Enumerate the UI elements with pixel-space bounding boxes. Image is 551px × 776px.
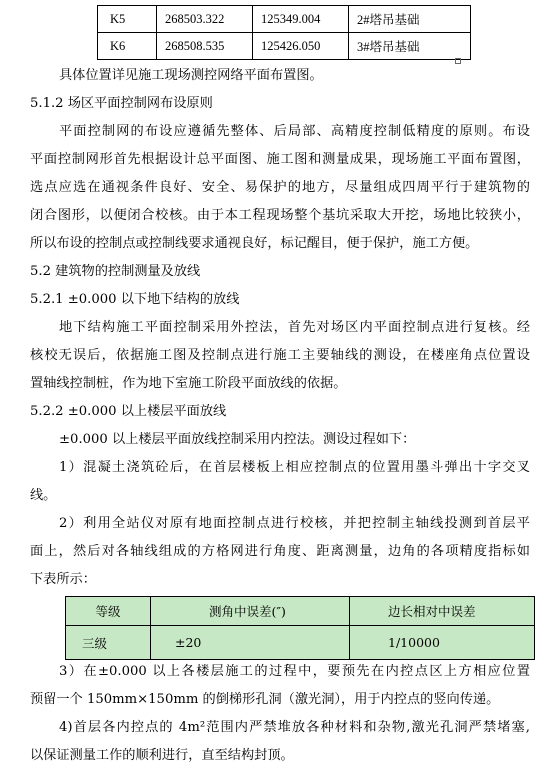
note-cell: 2#塔吊基础	[349, 6, 471, 33]
y-cell: 125349.004	[253, 6, 349, 33]
paragraph-line: 平面控制网的布设应遵循先整体、后局部、高精度控制低精度的原则。布设	[59, 124, 530, 139]
table-row	[98, 6, 471, 33]
y-cell: 125426.050	[253, 33, 349, 60]
accuracy-table	[65, 596, 535, 660]
paragraph-line: ±0.000 以上楼层平面放线控制采用内控法。测设过程如下：	[59, 432, 416, 447]
list-item-line: 预留一个 150mm×150mm 的倒梯形孔洞（激光洞），用于内控点的竖向传递。	[30, 692, 500, 707]
side-error-cell: 1/10000	[350, 626, 535, 660]
paragraph-line: 核校无误后，依据施工图及控制点进行施工主要轴线的测设，在楼座角点位置设	[30, 348, 530, 363]
table-header-row	[66, 597, 535, 626]
paragraph-line: 闭合图形，以便闭合校核。由于本工程现场整个基坑采取大开挖，场地比较狭小，	[30, 208, 530, 223]
list-item-line: 2）利用全站仪对原有地面控制点进行校核，并把控制主轴线投测到首层平	[59, 516, 530, 531]
section-heading: 5.2.2 ±0.000 以上楼层平面放线	[30, 404, 227, 419]
x-cell: 268503.322	[157, 6, 253, 33]
header-angle-error: 测角中误差(″)	[151, 597, 350, 626]
grade-cell: 三级	[66, 626, 151, 660]
x-cell: 268508.535	[157, 33, 253, 60]
paragraph-text: 具体位置详见施工现场测控网络平面布置图。	[59, 68, 323, 83]
point-cell: K6	[98, 33, 157, 60]
list-item-line: 3）在±0.000 以上各楼层施工的过程中，要预先在内控点区上方相应位置	[59, 664, 530, 679]
table-row	[98, 33, 471, 60]
list-item-line: 线。	[30, 488, 57, 503]
table-resize-handle[interactable]	[455, 58, 461, 64]
angle-error-cell: ±20	[151, 626, 350, 660]
coordinate-table	[97, 5, 471, 60]
header-side-error: 边长相对中误差	[350, 597, 535, 626]
table-row	[66, 626, 535, 660]
paragraph-line: 置轴线控制桩，作为地下室施工阶段平面放线的依据。	[30, 376, 347, 391]
section-heading: 5.2.1 ±0.000 以下地下结构的放线	[30, 292, 240, 307]
point-cell: K5	[98, 6, 157, 33]
note-cell: 3#塔吊基础	[349, 33, 471, 60]
paragraph-line: 地下结构施工平面控制采用外控法，首先对场区内平面控制点进行复核。经	[59, 320, 530, 335]
list-item-line: 面上，然后对各轴线组成的方格网进行角度、距离测量，边角的各项精度指标如	[30, 544, 530, 559]
list-item-line: 4)首层各内控点的 4m²范围内严禁堆放各种材料和杂物,激光孔洞严禁堵塞,	[59, 720, 530, 735]
paragraph-line: 选点应选在通视条件良好、安全、易保护的地方，尽量组成四周平行于建筑物的	[30, 180, 530, 195]
list-item-line: 下表所示：	[30, 572, 96, 587]
list-item-line: 以保证测量工作的顺利进行，直至结构封顶。	[30, 748, 294, 763]
paragraph-line: 所以布设的控制点或控制线要求通视良好，标记醒目，便于保护，施工方便。	[30, 236, 479, 251]
section-heading: 5.2 建筑物的控制测量及放线	[30, 264, 201, 279]
paragraph-line: 平面控制网形首先根据设计总平面图、施工图和测量成果，现场施工平面布置图，	[30, 152, 530, 167]
section-heading: 5.1.2 场区平面控制网布设原则	[30, 96, 213, 111]
header-grade: 等级	[66, 597, 151, 626]
list-item-line: 1）混凝土浇筑砼后，在首层楼板上相应控制点的位置用墨斗弹出十字交叉	[59, 460, 530, 475]
